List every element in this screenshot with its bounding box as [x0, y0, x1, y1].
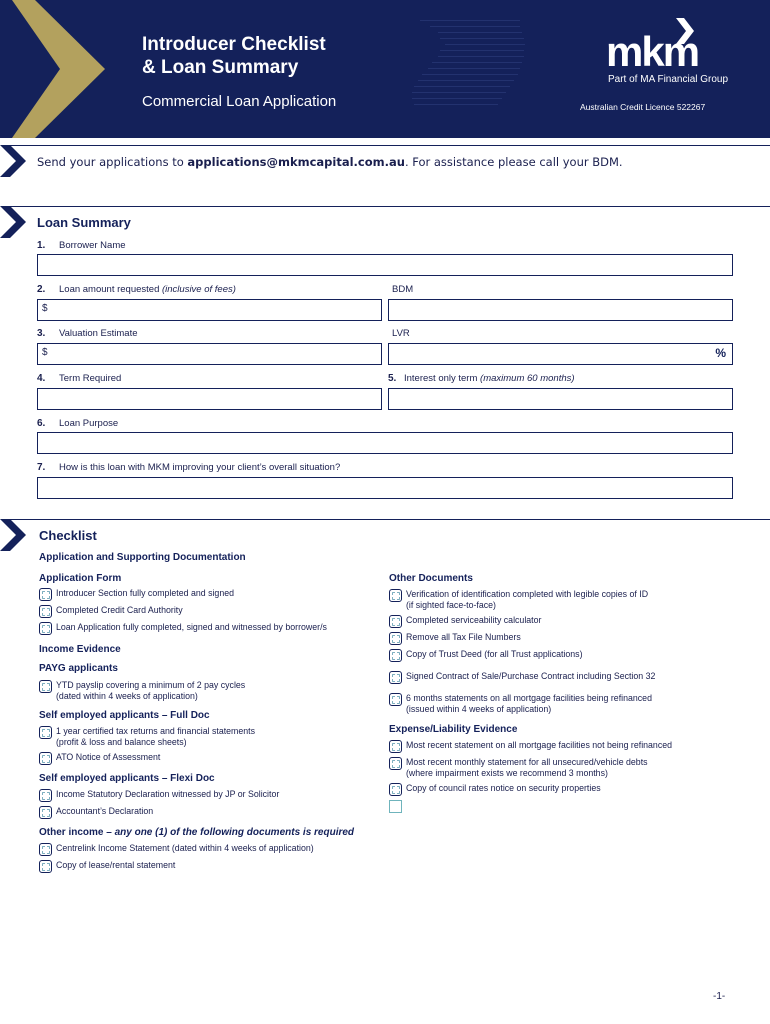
checkbox-remove-tfn[interactable]: Remove all Tax File Numbers: [389, 632, 521, 645]
blank-checkbox[interactable]: [389, 800, 402, 813]
valuation-field[interactable]: $: [37, 343, 382, 365]
improving-field[interactable]: [37, 477, 733, 499]
other-income-heading: Other income – any one (1) of the following documents is required: [39, 827, 355, 838]
checkbox-ytd-payslip[interactable]: YTD payslip covering a minimum of 2 pay cycles (dated within 4 weeks of application): [39, 680, 245, 701]
checkbox-lease-statement[interactable]: Copy of lease/rental statement: [39, 860, 175, 873]
loan-amount-field[interactable]: $: [37, 299, 382, 321]
document-subtitle: Commercial Loan Application: [142, 93, 337, 110]
interest-only-label: 5. Interest only term (maximum 60 months): [388, 373, 575, 384]
checkbox-mortgage-statements[interactable]: 6 months statements on all mortgage facilities being refinanced (issued within 4 weeks of application): [389, 693, 652, 714]
expense-liability-heading: Expense/Liability Evidence: [389, 724, 518, 735]
self-employed-flexi-heading: Self employed applicants – Flexi Doc: [39, 773, 215, 784]
interest-only-field[interactable]: [388, 388, 733, 410]
checkbox-credit-card-authority[interactable]: Completed Credit Card Authority: [39, 605, 183, 618]
checkbox-accountant-declaration[interactable]: Accountant’s Declaration: [39, 806, 153, 819]
credit-licence: Australian Credit Licence 522267: [580, 102, 706, 112]
improving-label: 7. How is this loan with MKM improving your client’s overall situation?: [37, 462, 341, 473]
loan-purpose-field[interactable]: [37, 432, 733, 454]
income-evidence-heading: Income Evidence: [39, 644, 121, 655]
submission-notice: Send your applications to applications@mkmcapital.com.au. For assistance please call your BDM.: [37, 155, 623, 169]
borrower-name-field[interactable]: [37, 254, 733, 276]
document-title: Introducer Checklist & Loan Summary: [142, 34, 326, 78]
checkbox-contract-of-sale[interactable]: Signed Contract of Sale/Purchase Contract including Section 32: [389, 671, 655, 684]
borrower-name-label: 1. Borrower Name: [37, 240, 126, 251]
mkm-logo: mkm Part of MA Financial Group: [606, 18, 726, 88]
loan-amount-label: 2. Loan amount requested (inclusive of fees): [37, 284, 236, 295]
checklist-subheading: Application and Supporting Documentation: [39, 552, 246, 563]
divider: [10, 206, 770, 207]
bdm-field[interactable]: [388, 299, 733, 321]
valuation-label: 3. Valuation Estimate: [37, 328, 138, 339]
checkbox-centrelink[interactable]: Centrelink Income Statement (dated within 4 weeks of application): [39, 843, 314, 856]
checkbox-tax-returns[interactable]: 1 year certified tax returns and financial statements (profit & loss and balance sheets): [39, 726, 255, 747]
lvr-label: LVR: [392, 328, 410, 339]
checkbox-trust-deed[interactable]: Copy of Trust Deed (for all Trust applications): [389, 649, 583, 662]
checkbox-statutory-declaration[interactable]: Income Statutory Declaration witnessed by JP or Solicitor: [39, 789, 279, 802]
checkbox-council-rates[interactable]: Copy of council rates notice on security properties: [389, 783, 601, 796]
bdm-label: BDM: [392, 284, 414, 295]
loan-purpose-label: 6. Loan Purpose: [37, 418, 119, 429]
term-field[interactable]: [37, 388, 382, 410]
checklist-title: Checklist: [39, 528, 97, 543]
other-documents-heading: Other Documents: [389, 573, 473, 584]
term-label: 4. Term Required: [37, 373, 122, 384]
section-chevron-icon: [0, 145, 30, 177]
checkbox-id-verification[interactable]: Verification of identification completed with legible copies of ID (if sighted face-to-face): [389, 589, 648, 610]
checkbox-unsecured-debts[interactable]: Most recent monthly statement for all unsecured/vehicle debts (where impairment exists we recommend 3 months): [389, 757, 648, 778]
self-employed-full-heading: Self employed applicants – Full Doc: [39, 710, 210, 721]
checkbox-introducer-section[interactable]: Introducer Section fully completed and signed: [39, 588, 234, 601]
section-chevron-icon: [0, 519, 30, 551]
application-form-heading: Application Form: [39, 573, 122, 584]
lvr-field[interactable]: %: [388, 343, 733, 365]
checkbox-ato-notice[interactable]: ATO Notice of Assessment: [39, 752, 160, 765]
divider: [10, 519, 770, 520]
section-chevron-icon: [0, 206, 30, 238]
checkbox-loan-application[interactable]: Loan Application fully completed, signed and witnessed by borrower/s: [39, 622, 327, 635]
header-banner: [0, 0, 770, 138]
loan-summary-title: Loan Summary: [37, 215, 131, 230]
checkbox-mortgage-not-refinanced[interactable]: Most recent statement on all mortgage facilities not being refinanced: [389, 740, 672, 753]
checkbox-serviceability-calculator[interactable]: Completed serviceability calculator: [389, 615, 541, 628]
payg-heading: PAYG applicants: [39, 663, 118, 674]
divider: [10, 145, 770, 146]
page-number: -1-: [713, 991, 726, 1002]
